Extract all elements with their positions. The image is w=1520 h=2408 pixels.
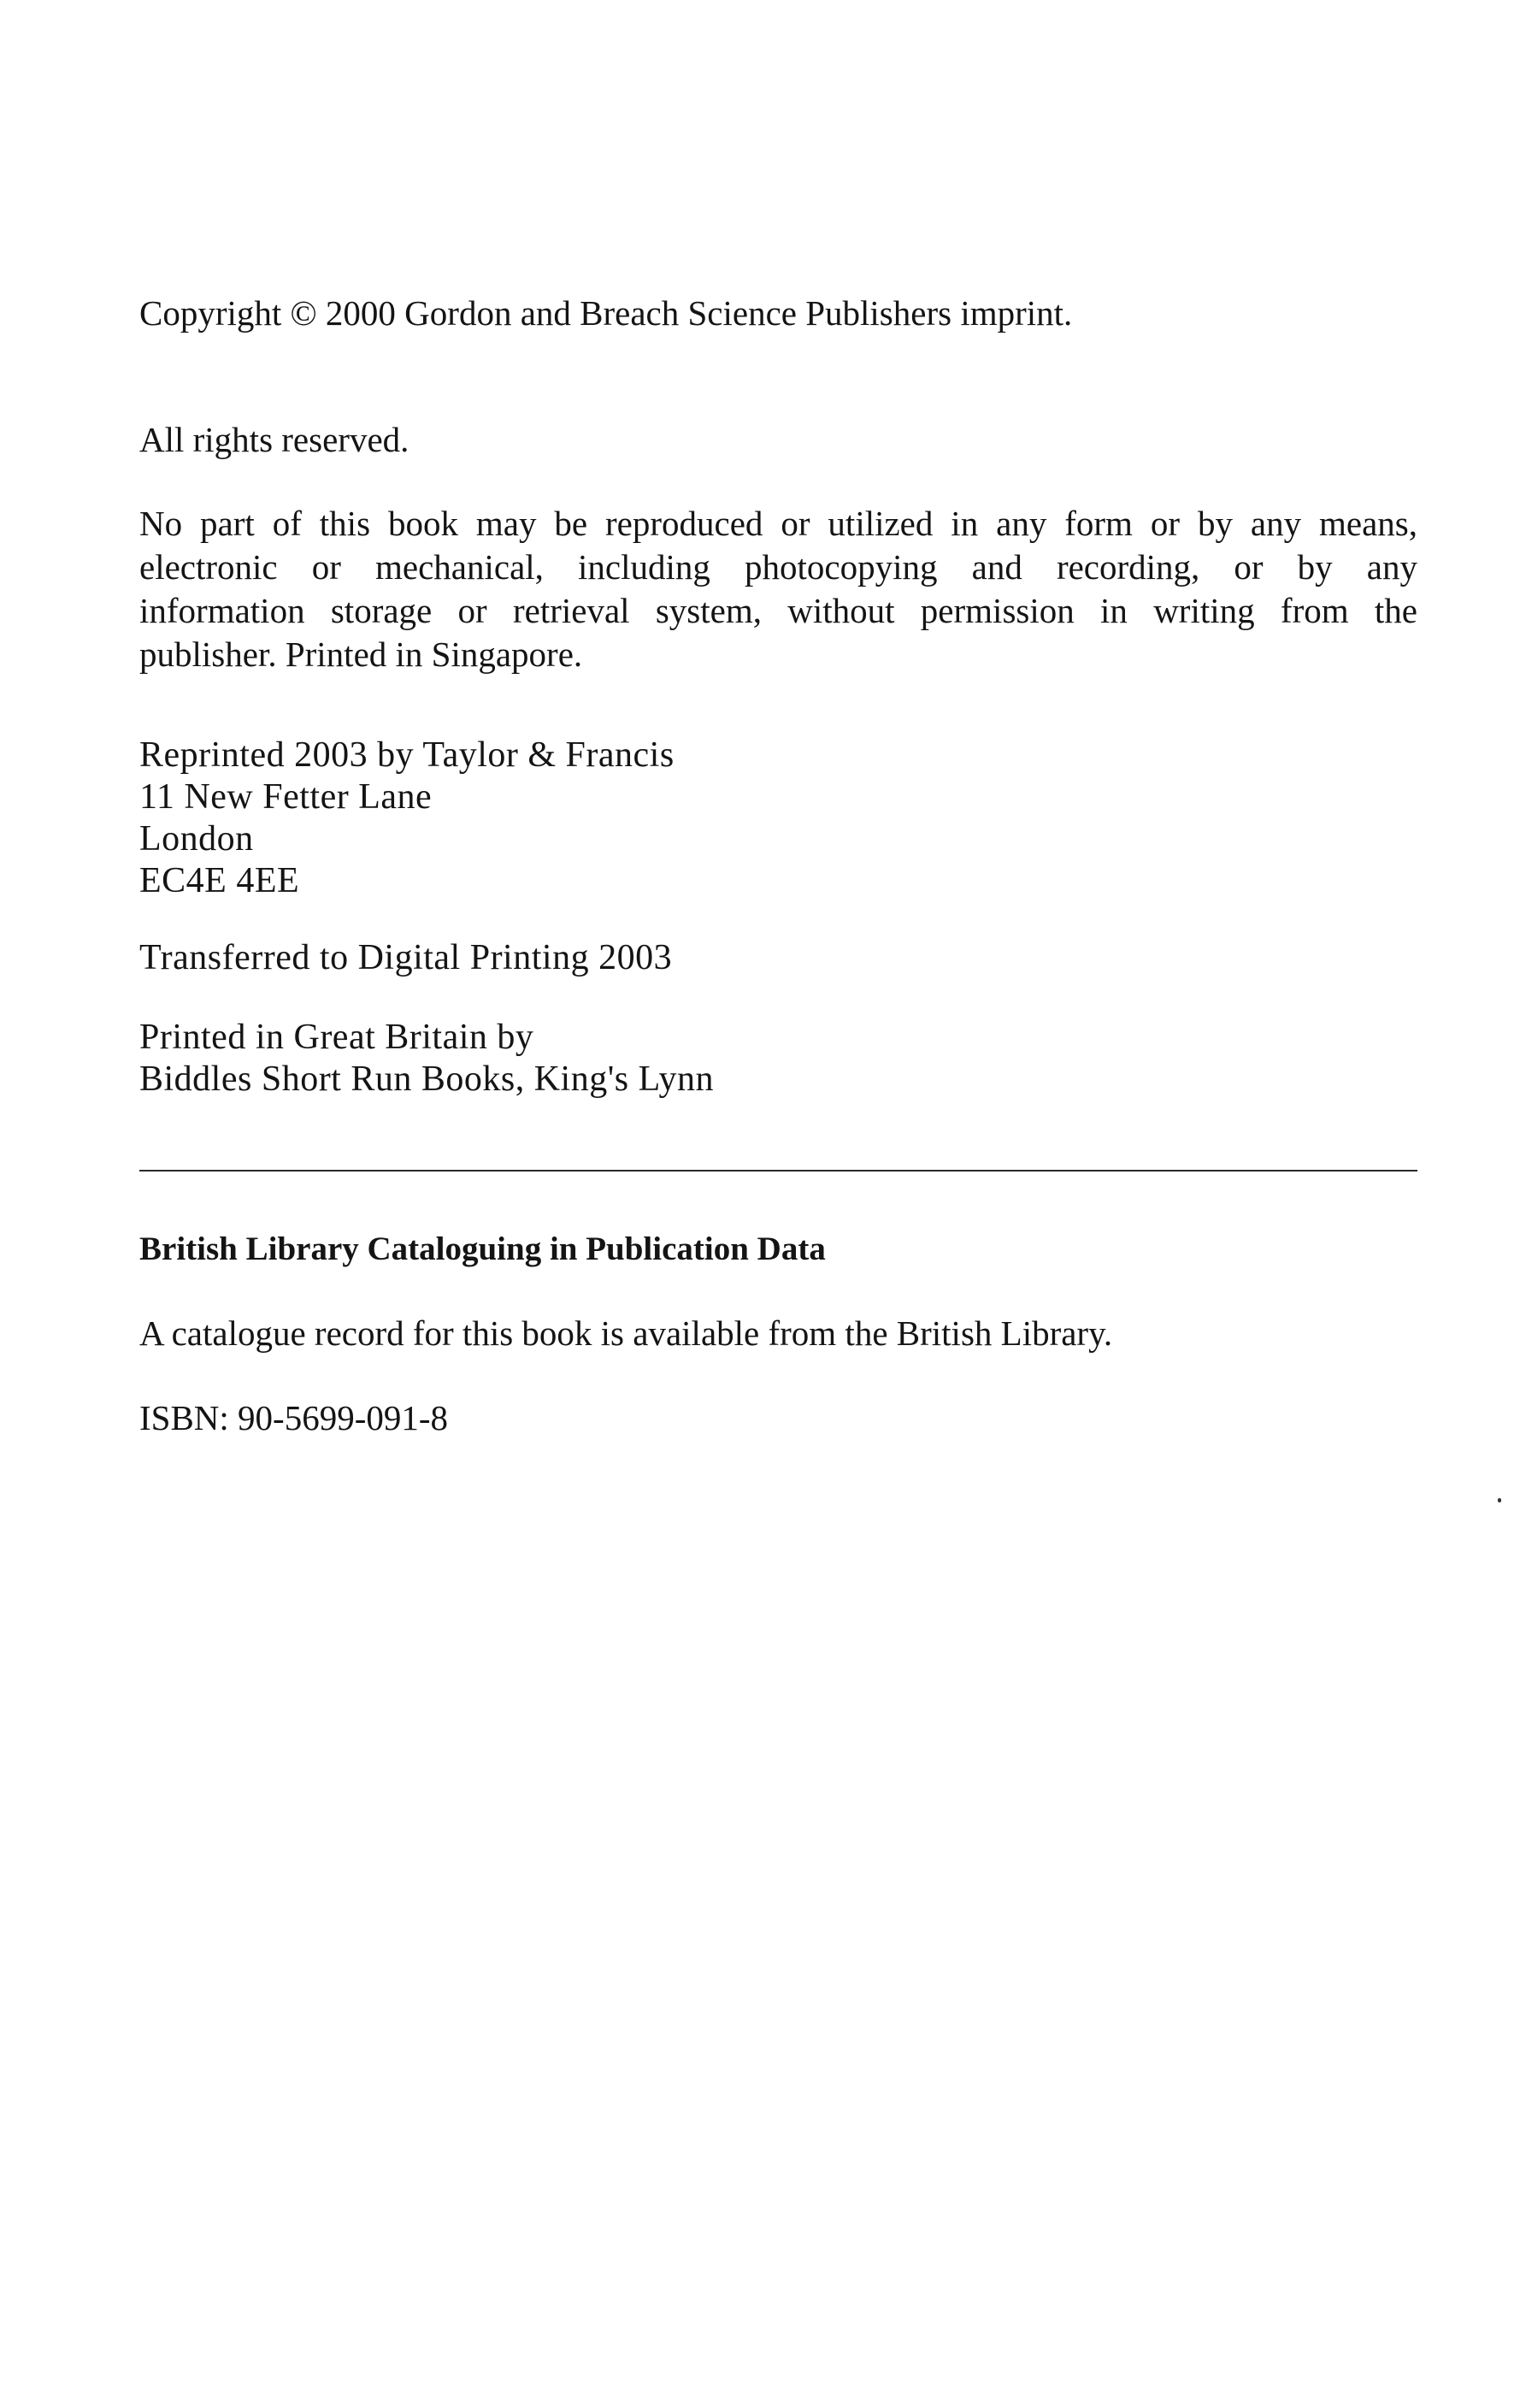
catalogue-record: A catalogue record for this book is available from the British Library. <box>139 1313 1113 1353</box>
rights-reserved: All rights reserved. <box>139 420 409 459</box>
reproduction-notice <box>139 502 1417 676</box>
reprint-line: Reprinted 2003 by Taylor & Francis <box>139 735 675 775</box>
reprint-address-postcode: EC4E 4EE <box>139 861 300 900</box>
copyright-line: Copyright © 2000 Gordon and Breach Science Publishers imprint. <box>139 293 1073 333</box>
digital-printing-note: Transferred to Digital Printing 2003 <box>139 938 673 977</box>
notice-line: publisher. Printed in Singapore. <box>139 634 583 674</box>
isbn: ISBN: 90-5699-091-8 <box>139 1398 449 1437</box>
notice-line: information storage or retrieval system, without permission in writing from the <box>139 591 1417 630</box>
printed-in-line: Printed in Great Britain by <box>139 1018 534 1057</box>
reprint-address-street: 11 New Fetter Lane <box>139 777 433 817</box>
reprint-address-city: London <box>139 819 254 859</box>
printer-name: Biddles Short Run Books, King's Lynn <box>139 1059 714 1099</box>
notice-line: No part of this book may be reproduced or utilized in any form or by any means, <box>139 504 1417 543</box>
cip-heading: British Library Cataloguing in Publication Data <box>139 1231 826 1267</box>
scan-speck <box>1498 1498 1501 1502</box>
notice-line: electronic or mechanical, including photocopying and recording, or by any <box>139 547 1417 587</box>
section-divider <box>139 1170 1417 1172</box>
